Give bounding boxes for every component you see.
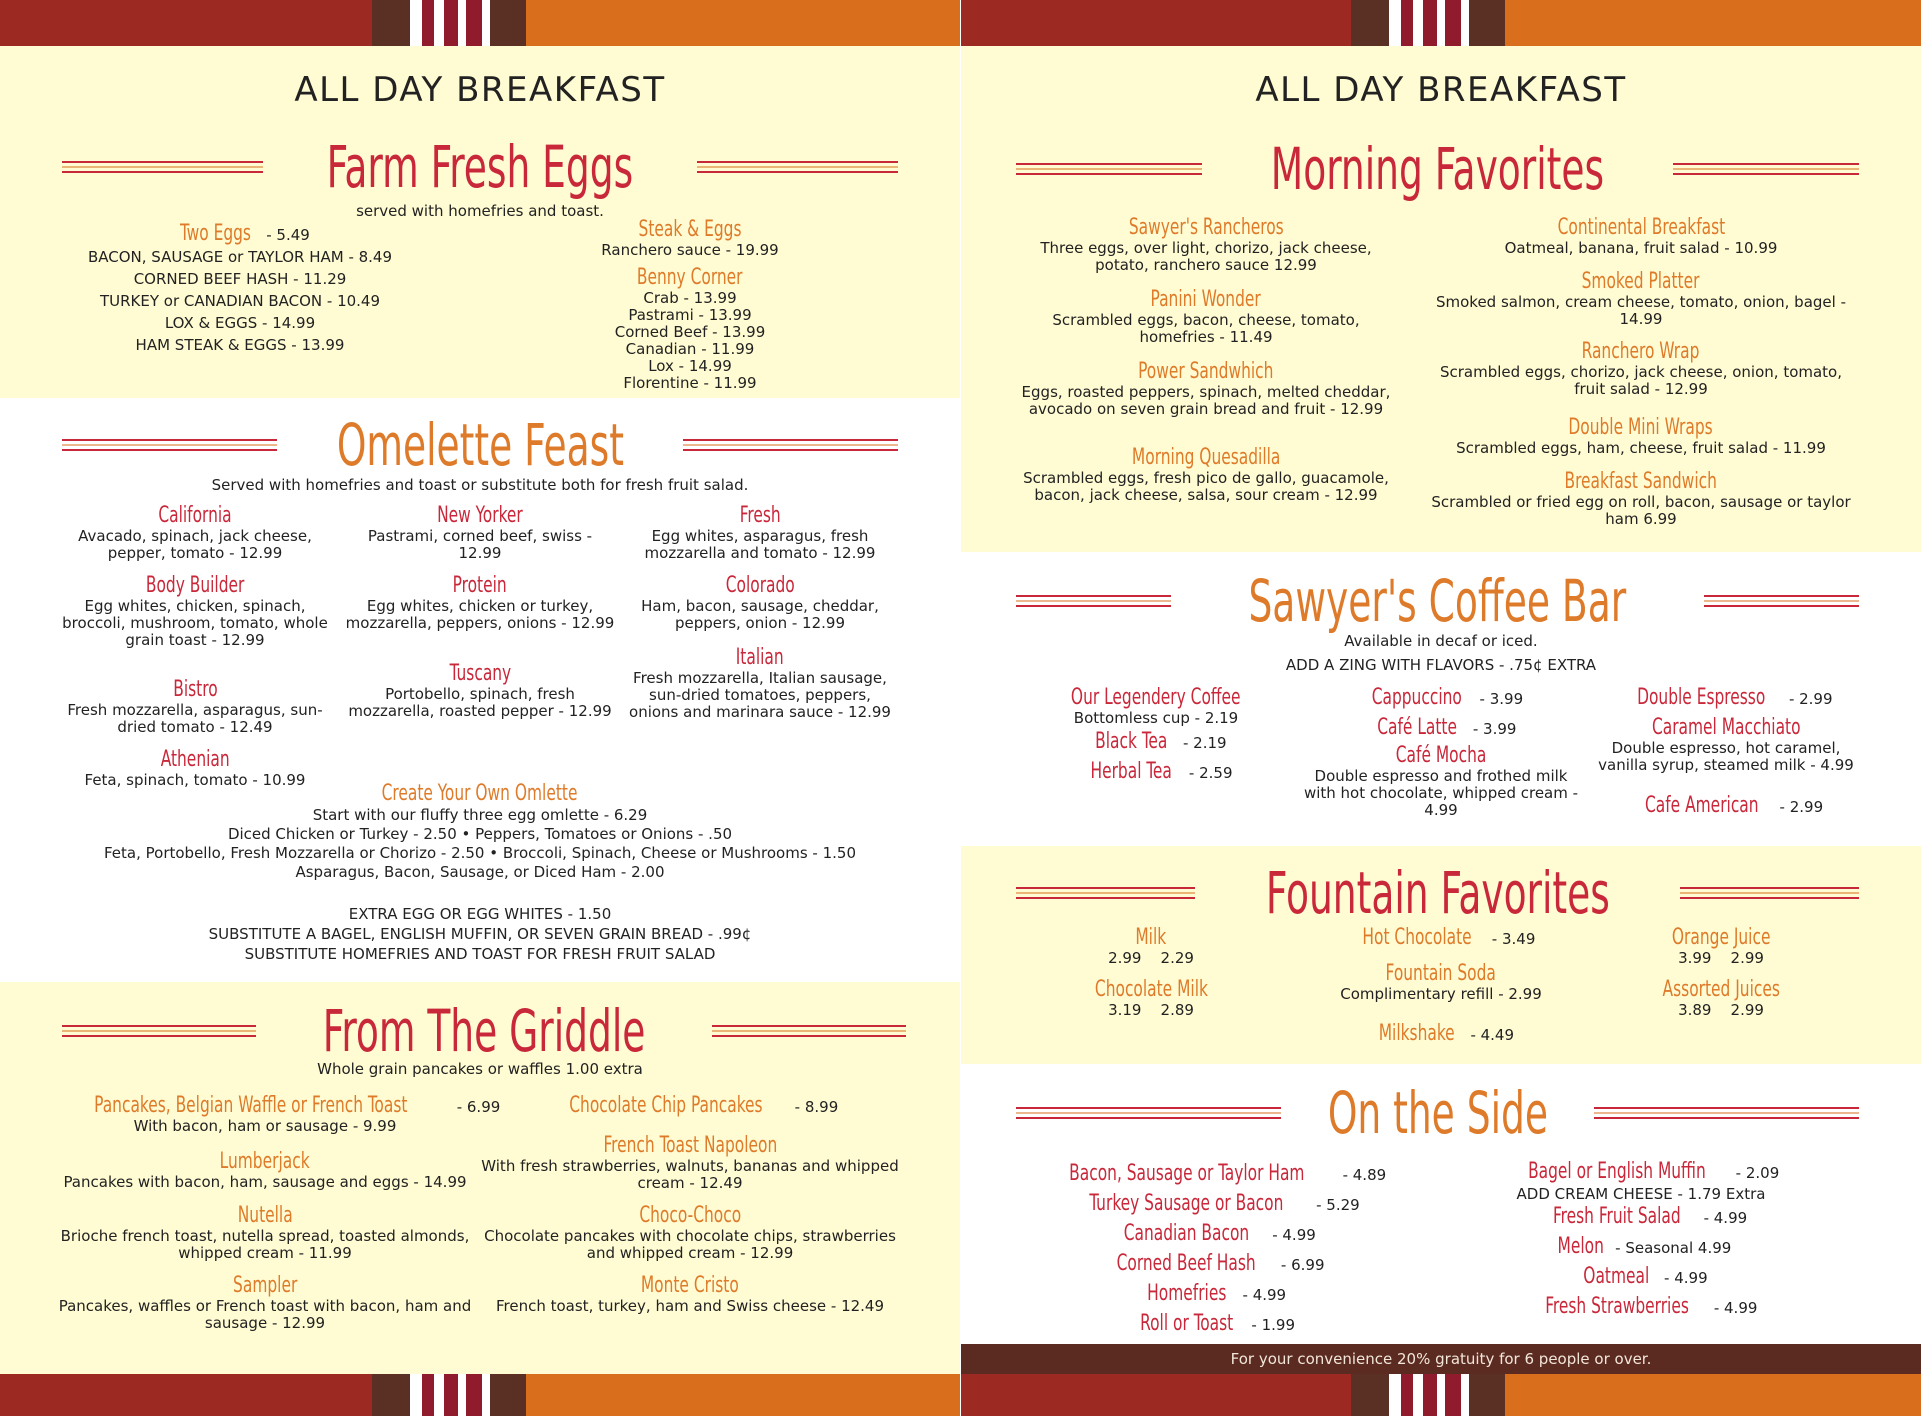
menu-text: Corned Beef Hash [1117,1251,1257,1276]
menu-text: Start with our fluffy three egg omlette - 6.29 [312,806,648,825]
menu-text: Asparagus, Bacon, Sausage, or Diced Ham - 2.00 [295,863,665,882]
menu-text: With bacon, ham or sausage - 9.99 [133,1117,397,1136]
menu-text: EXTRA EGG OR EGG WHITES - 1.50 [348,905,612,923]
menu-text: Diced Chicken or Turkey - 2.50 • Peppers, Tomatoes or Onions - .50 [227,825,733,844]
on-the-side-section [961,1064,1921,1344]
item-line: CORNED BEEF HASH - 11.29 [133,270,347,289]
section-title: Omelette Feast [336,411,624,479]
omelette-item [60,574,330,649]
menu-text: Choco-Choco [639,1203,741,1228]
menu-text: - 3.99 [1472,720,1517,738]
gratuity-footer: For your convenience 20% gratuity for 6 people or over. [961,1344,1921,1374]
menu-text: 3.19 2.89 [1108,1001,1194,1020]
page-header: ALL DAY BREAKFAST [1255,70,1627,110]
item-name: Benny Corner [637,265,743,290]
coffee-item [1021,686,1291,727]
griddle-item [480,1094,900,1118]
menu-text: Bacon, Sausage or Taylor Ham [1069,1161,1305,1186]
omelette-item [60,504,330,562]
menu-text: Smoked Platter [1582,269,1700,294]
section-title: Sawyer's Coffee Bar [1248,567,1627,635]
menu-text: French toast, turkey, ham and Swiss cheese - 12.49 [495,1297,885,1316]
morning-item [1431,470,1851,528]
fountain-item [1271,1022,1611,1046]
menu-text: Ham, bacon, sausage, cheddar, peppers, onion - 12.99 [641,597,879,633]
griddle-item [480,1274,900,1315]
menu-text: Melon [1557,1234,1604,1259]
menu-text: Avacado, spinach, jack cheese, pepper, tomato - 12.99 [78,527,312,563]
coffee-subtitle: Available in decaf or iced. [1344,632,1538,650]
menu-text: - 2.59 [1188,764,1233,782]
item-line: HAM STEAK & EGGS - 13.99 [135,336,345,355]
bottom-decorative-band [0,1374,960,1416]
coffee-item [1591,794,1861,818]
top-decorative-band [961,0,1921,46]
menu-text: Monte Cristo [641,1273,739,1298]
menu-text: Breakfast Sandwich [1564,469,1718,494]
griddle-item [50,1150,480,1191]
menu-text: Assorted Juices [1662,977,1780,1002]
section-title: From The Griddle [322,997,646,1065]
menu-text: Canadian - 11.99 [625,340,755,359]
menu-text: Portobello, spinach, fresh mozzarella, roasted pepper - 12.99 [348,685,612,721]
menu-text: Tuscany [449,661,511,686]
menu-text: New Yorker [437,503,523,528]
menu-text: Oatmeal [1583,1264,1650,1289]
menu-text: - 8.99 [794,1098,839,1116]
omelette-feast-section [0,398,960,982]
section-title: Morning Favorites [1270,135,1605,203]
from-the-griddle-section [0,982,960,1374]
menu-text: Scrambled or fried egg on roll, bacon, sausage or taylor ham 6.99 [1431,493,1851,529]
griddle-item [480,1204,900,1262]
omelette-item [625,504,895,562]
menu-text: Chocolate Milk [1094,977,1208,1002]
omelette-item [345,504,615,562]
menu-text: Café Mocha [1395,743,1487,768]
menu-text: - Seasonal 4.99 [1615,1239,1732,1257]
menu-text: Athenian [160,747,230,772]
fountain-item [1051,978,1251,1019]
menu-text: Fresh [739,503,781,528]
menu-text: - 2.99 [1788,690,1833,708]
section-subtitle: served with homefries and toast. [356,202,604,220]
page-header: ALL DAY BREAKFAST [294,70,666,110]
section-title-row [1016,567,1859,635]
menu-text: Feta, Portobello, Fresh Mozzarella or Chorizo - 2.50 • Broccoli, Spinach, Cheese or Mushrooms - 1.50 [104,844,856,863]
coffee-item [1591,716,1861,774]
menu-text: Egg whites, asparagus, fresh mozzarella and tomato - 12.99 [644,527,876,563]
menu-text: - 4.49 [1470,1026,1515,1044]
menu-text: Egg whites, chicken, spinach, broccoli, mushroom, tomato, whole grain toast - 12.99 [62,597,328,650]
item-line: TURKEY or CANADIAN BACON - 10.49 [99,292,381,311]
menu-text: Crab - 13.99 [643,289,737,308]
menu-text: SUBSTITUTE HOMEFRIES AND TOAST FOR FRESH FRUIT SALAD [244,945,716,963]
menu-text: - 4.99 [1713,1299,1758,1317]
fountain-item [1621,926,1821,967]
morning-item [1001,446,1411,504]
coffee-bar-section [961,552,1921,846]
griddle-item [50,1274,480,1332]
menu-text: Oatmeal, banana, fruit salad - 10.99 [1504,239,1778,258]
farm-fresh-eggs-section [0,46,960,398]
menu-text: - 5.29 [1316,1196,1360,1214]
fountain-item [1271,926,1611,950]
menu-text: - 3.49 [1491,930,1536,948]
menu-text: Panini Wonder [1150,287,1262,312]
menu-text: Cappuccino [1371,685,1462,710]
morning-item [1431,416,1851,457]
menu-text: Brioche french toast, nutella spread, toasted almonds, whipped cream - 11.99 [60,1227,470,1263]
coffee-item [1591,686,1861,710]
menu-text: Scrambled eggs, fresh pico de gallo, guacamole, bacon, jack cheese, salsa, sour cream - 12.99 [1023,469,1389,505]
benny-corner-item [560,266,820,392]
item-name: Create Your Own Omlette [382,781,578,806]
menu-text: Nutella [237,1203,293,1228]
menu-text: Fresh mozzarella, Italian sausage, sun-dried tomatoes, peppers, onions and marinara sauce - 12.99 [629,669,891,722]
menu-text: Feta, spinach, tomato - 10.99 [84,771,306,790]
menu-text: Fresh Fruit Salad [1552,1204,1681,1229]
menu-text: Pancakes, Belgian Waffle or French Toast [94,1093,408,1118]
morning-item [1021,360,1391,418]
omelette-item [345,574,615,632]
menu-text: Pancakes with bacon, ham, sausage and eggs - 14.99 [63,1173,467,1192]
coffee-item [1021,760,1291,784]
menu-text: Pastrami, corned beef, swiss - 12.99 [367,527,593,563]
section-title-row [62,997,906,1065]
menu-text: Sawyer's Rancheros [1128,215,1284,240]
menu-text: French Toast Napoleon [603,1133,777,1158]
top-decorative-band [0,0,960,46]
menu-text: Lumberjack [220,1149,310,1174]
item-line: LOX & EGGS - 14.99 [164,314,316,333]
griddle-item [480,1134,900,1192]
item-desc: Ranchero sauce - 19.99 [601,241,779,260]
menu-text: Scrambled eggs, chorizo, jack cheese, onion, tomato, fruit salad - 12.99 [1439,363,1843,399]
menu-text: Lox - 14.99 [648,357,732,376]
morning-favorites-section [961,46,1921,552]
menu-text: - 4.89 [1342,1166,1387,1184]
menu-text: Fresh mozzarella, asparagus, sun-dried tomato - 12.49 [67,701,323,737]
menu-text: Complimentary refill - 2.99 [1340,985,1542,1004]
section-title: On the Side [1327,1079,1548,1147]
coffee-item [1021,730,1291,754]
side-list-left [1021,1160,1401,1340]
menu-text: Milk [1135,925,1167,950]
coffee-item [1301,716,1581,740]
menu-text: Double espresso, hot caramel, vanilla syrup, steamed milk - 4.99 [1598,739,1854,775]
coffee-item [1301,686,1581,710]
menu-text: Café Latte [1376,715,1457,740]
steak-eggs-item [560,218,820,259]
menu-text: Roll or Toast [1140,1311,1234,1336]
menu-text: Pastrami - 13.99 [628,306,752,325]
menu-text: Morning Quesadilla [1131,445,1281,470]
item-price: - 5.49 [266,226,310,244]
menu-text: Egg whites, chicken or turkey, mozzarella, peppers, onions - 12.99 [345,597,615,633]
menu-text: Scrambled eggs, bacon, cheese, tomato, homefries - 11.49 [1052,311,1360,347]
menu-text: Pancakes, waffles or French toast with bacon, ham and sausage - 12.99 [58,1297,472,1333]
menu-text: Protein [452,573,508,598]
fountain-item [1621,978,1821,1019]
section-title-row [62,411,898,479]
menu-text: Smoked salmon, cream cheese, tomato, onion, bagel - 14.99 [1435,293,1846,329]
fountain-item [1271,962,1611,1003]
menu-text: Florentine - 11.99 [623,374,757,393]
omelette-extras [60,904,900,964]
menu-text: Corned Beef - 13.99 [614,323,766,342]
morning-item [1021,216,1391,274]
coffee-item [1301,744,1581,819]
menu-text: Ranchero Wrap [1582,339,1700,364]
menu-text: Hot Chocolate [1362,925,1472,950]
menu-text: Double espresso and frothed milk with hot chocolate, whipped cream - 4.99 [1303,767,1579,820]
menu-text: Our Legendery Coffee [1071,685,1241,710]
menu-text: Herbal Tea [1090,759,1173,784]
menu-text: California [158,503,232,528]
menu-text: Orange Juice [1671,925,1771,950]
section-title-row [1016,135,1859,203]
morning-item [1021,288,1391,346]
two-eggs-item [60,222,420,356]
menu-text: 2.99 2.29 [1108,949,1194,968]
menu-text: Chocolate pancakes with chocolate chips, strawberries and whipped cream - 12.99 [484,1227,896,1263]
menu-text: Milkshake [1378,1021,1455,1046]
menu-text: - 4.99 [1242,1286,1287,1304]
menu-text: Turkey Sausage or Bacon [1089,1191,1284,1216]
section-title: Farm Fresh Eggs [326,133,634,201]
menu-text: Italian [736,645,784,670]
menu-text: Bagel or English Muffin [1527,1159,1706,1184]
menu-text: - 2.19 [1183,734,1227,752]
section-subtitle: Whole grain pancakes or waffles 1.00 extra [317,1060,643,1078]
menu-text: ADD CREAM CHEESE - 1.79 Extra [1516,1185,1766,1203]
section-title-row [1016,859,1859,927]
create-your-own-omelette [60,782,900,882]
item-name: Two Eggs [180,221,252,246]
menu-text: SUBSTITUTE A BAGEL, ENGLISH MUFFIN, OR SEVEN GRAIN BREAD - .99¢ [208,925,752,943]
section-title: Fountain Favorites [1265,859,1610,927]
side-list-right [1431,1160,1851,1323]
menu-text: Scrambled eggs, ham, cheese, fruit salad - 11.99 [1456,439,1826,458]
bottom-decorative-band [961,1374,1921,1416]
menu-text: - 4.99 [1272,1226,1316,1244]
menu-text: Cafe American [1644,793,1759,818]
menu-text: 3.89 2.99 [1678,1001,1764,1020]
omelette-item [625,646,895,721]
omelette-item [60,678,330,736]
menu-text: - 4.99 [1664,1269,1708,1287]
menu-text: Chocolate Chip Pancakes [568,1093,763,1118]
menu-text: Caramel Macchiato [1651,715,1801,740]
item-name: Steak & Eggs [638,217,742,242]
menu-text: Bottomless cup - 2.19 [1073,709,1239,728]
fountain-item [1051,926,1251,967]
morning-item [1431,216,1851,257]
menu-text: - 1.99 [1251,1316,1295,1334]
section-subtitle: Served with homefries and toast or substitute both for fresh fruit salad. [211,476,749,494]
section-title-row [1016,1079,1859,1147]
griddle-item [50,1093,501,1136]
menu-text: - 4.99 [1703,1209,1748,1227]
menu-text: Three eggs, over light, chorizo, jack cheese, potato, ranchero sauce 12.99 [1040,239,1372,275]
menu-text: 3.99 2.99 [1678,949,1764,968]
menu-text: Homefries [1147,1281,1227,1306]
menu-text: - 2.99 [1779,798,1824,816]
menu-text: - 3.99 [1479,690,1524,708]
omelette-item [625,574,895,632]
griddle-item [50,1204,480,1262]
menu-text: Colorado [725,573,795,598]
omelette-item [345,662,615,720]
fountain-favorites-section [961,846,1921,1064]
menu-text: Fresh Strawberries [1544,1294,1689,1319]
coffee-flavors-note: ADD A ZING WITH FLAVORS - .75¢ EXTRA [1285,656,1597,674]
morning-item [1431,270,1851,328]
menu-text: Double Espresso [1637,685,1766,710]
menu-text: Fountain Soda [1385,961,1497,986]
menu-text: Eggs, roasted peppers, spinach, melted cheddar, avocado on seven grain bread and fruit - 12.99 [1021,383,1391,419]
menu-text: Power Sandwhich [1138,359,1274,384]
right-menu-page [961,0,1921,1416]
menu-text: Sampler [232,1273,298,1298]
menu-text: - 2.09 [1735,1164,1780,1182]
item-line: BACON, SAUSAGE or TAYLOR HAM - 8.49 [87,248,393,267]
menu-text: Canadian Bacon [1123,1221,1250,1246]
menu-text: Bistro [172,677,218,702]
menu-text: - 6.99 [1280,1256,1325,1274]
menu-text: Double Mini Wraps [1568,415,1714,440]
left-menu-page [0,0,960,1416]
morning-item [1431,340,1851,398]
menu-text: - 6.99 [456,1098,501,1116]
menu-text: Black Tea [1095,729,1168,754]
menu-text: Continental Breakfast [1557,215,1725,240]
section-title-row [62,133,898,201]
menu-text: Body Builder [145,573,245,598]
menu-text: With fresh strawberries, walnuts, bananas and whipped cream - 12.49 [481,1157,899,1193]
